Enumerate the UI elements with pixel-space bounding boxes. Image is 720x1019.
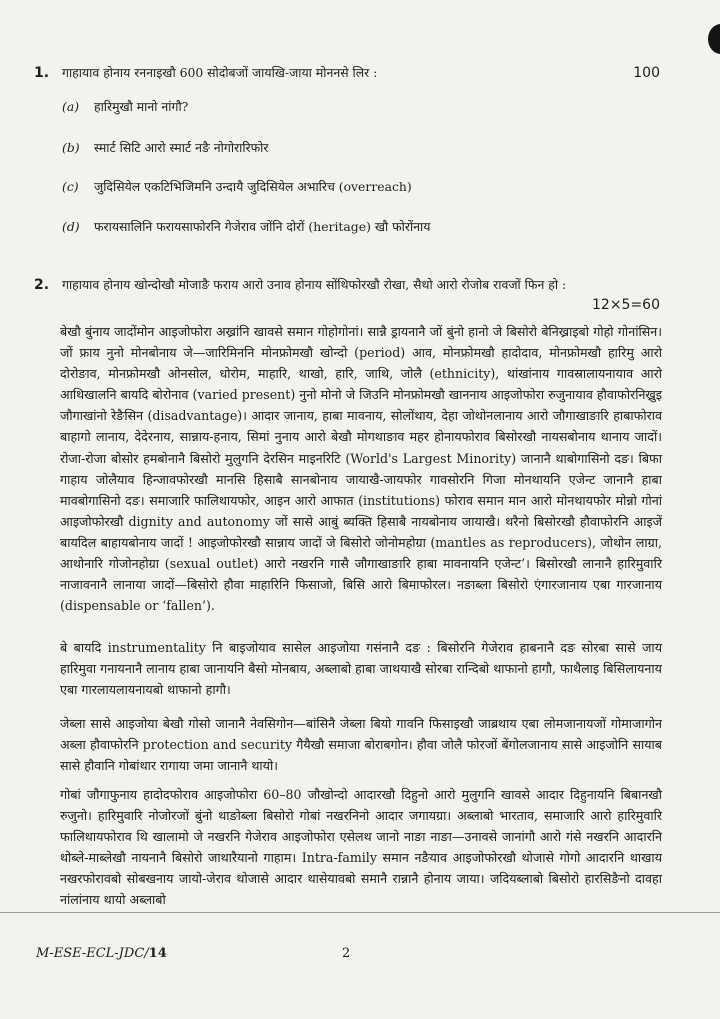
passage-paragraph-3: जेब्ला सासे आइजोया बेखौ गोसो जानानै नेवसिगोन—बांसिनै जेब्ला बियो गावनि फिसाइखौ जाब्रथाय एबा लोमजानायजों गोमाजागोन अब्ला हौवाफोरनि protection and security गैयैखौ समाजा बोराबगोन। हौवा जोलै फोरजों बेंगोलजानाय सासे आइजोनि सायाब सासे हौवानि गोबांथार रागाया जमा जानानै थायो। bbox=[60, 716, 662, 774]
question-text: गाहायाव होनाय रननाइखौ 600 सोदोबजों जायखि-जाया मोननसे लिर : bbox=[62, 65, 378, 80]
footer-divider bbox=[0, 912, 720, 913]
question-text: गाहायाव होनाय खोन्दोखौ मोजाङै फराय आरो उनाव होनाय सोंथिफोरखौ रोखा, सैथो आरो रोजोब रावजों फिन हो : bbox=[62, 277, 567, 292]
option-text: स्मार्ट सिटि आरो स्मार्ट नङै नोगोरारिफोर bbox=[94, 140, 269, 155]
question-marks: 100 bbox=[633, 65, 660, 81]
option-d bbox=[62, 218, 430, 236]
paper-code bbox=[36, 946, 167, 961]
option-label: (b) bbox=[62, 140, 80, 155]
option-label: (d) bbox=[62, 219, 80, 234]
question-number: 1. bbox=[34, 65, 50, 81]
option-text: जुदिसियेल एकटिभिजिमनि उन्दायै जुदिसियेल अभारिच (overreach) bbox=[94, 179, 412, 194]
option-a bbox=[62, 98, 188, 116]
option-label: (c) bbox=[62, 179, 79, 194]
scan-ink-blot bbox=[708, 24, 720, 54]
option-c bbox=[62, 178, 412, 196]
option-label: (a) bbox=[62, 99, 80, 114]
page-number: 2 bbox=[342, 946, 351, 961]
passage-paragraph-1: बेखौ बुंनाय जादोंमोन आइजोफोरा अख्रांनि खावसे समान गोहोगोनां। सान्नै ड्रायनानै जों बुंनो हानो जे बिसोरो बेनिख्राइबो गोहो गोनांसिन। जों फ्राय नुनो मोनबोनाय जे—जारिमिननि मोनफ्रोमखौ खोन्दो (period) आव, मोनफ्रोमखौ हादोदाव, मोनफ्रोमखौ हारिमु आरो दोरोङाव, मोनफ्रोमखौ ओनसोल, धोरोम, माहारि, थाखो, हारि, जाथि, जोलै (ethnicity), थांखांनाय गावस्रालायनायाव आरो आथिखालनि बायदि बोरोनाव (varied present) नुनो मोनो जे जिउनि मोनफ्रोमखौ खाननाय आइजोफोरा रुजुनायाव हौवाफोरनिख्रुइ जौगाखांनो रेङैसिन (disadvantage)। आदार जानाय, हाबा मावनाय, सोलोंथाय, देहा जोथोनलानाय आरो जौगाखाङारि हाबाफोराव बाहागो लानाय, देदेरनाय, सान्नाय-हनाय, सिमां नुनाय आरो बेखौ मोगथाङाव महर होनायफोराव बिसोरखौ नायसबोनाय थानाय जादों। रोजा-रोजा बोसोर हमबोनानै बिसोरो मुलुगनि देरसिन माइनरिटि (World's Largest Minority) जानानै थाबोगासिनो दङ। बिफा गाहाय जोलैयाव हिन्जावफोरखौ मानसि हिसाबै सानबोनाय जायाखै-जायफोर गावसोरनि गिजा मोनथायनि एजेन्ट जानानै हाबा मावबोगासिनो दङ। समाजारि फालिथायफोर, आइन आरो आफात (institutions) फोराव समान मान आरो मोनथायफोर मोन्नो गोनां आइजोफोरखौ dignity and autonomy जों सासे आबुं ब्यक्ति हिसाबै नायबोनाय जायाखै। थरैनो बिसोरखौ हौवाफोरनि आइजें बायदिल बाहायबोनाय जादों ! आइजोफोरखौ सान्नाय जादों जे बिसोरो जोनोमहोग्रा (mantles as reproducers), जोथोन लाग्रा, आथोनारि गोजोनहोग्रा (sexual outlet) आरो नखरनि गासै जौगाखाङारि हाबा मावनायनि एजेन्ट’। बिसोरखौ लानानै हारिमुवारि नाजावनानै लानाया जादों—बिसोरो हौवा माहारिनि फिसाजो, बिसि आरो बिमाफोरल। नङाब्ला बिसोरो एंगारजानाय एबा गारजानाय (dispensable or ‘fallen’). bbox=[60, 324, 662, 614]
question-number: 2. bbox=[34, 277, 50, 293]
question-marks: 12×5=60 bbox=[592, 297, 660, 313]
option-text: हारिमुखौ मानो नांगौ? bbox=[94, 99, 189, 114]
paper-code-series: M-ESE-ECL-JDC/ bbox=[36, 946, 149, 961]
option-b bbox=[62, 139, 268, 157]
passage-paragraph-2: बे बायदि instrumentality नि बाइजोयाव सासेल आइजोया गसंनानै दङ : बिसोरनि गेजेराव हाबनानै दङ सोरबा सासे जाय हारिमुवा गनायनानै लानाय हाबा जानायनि बैसो मोनबाय, अब्लाबो हाबा जाथयाखै सोरबा रान्दिबो थाफानो हागौ, फाथैलाइ बिसिलायनाय एबा गारलायलायनायबो थाफानो हागौ। bbox=[60, 640, 662, 698]
paper-code-number: 14 bbox=[148, 946, 167, 961]
option-text: फरायसालिनि फरायसाफोरनि गेजेराव जोंनि दोरों (heritage) खौ फोरोंनाय bbox=[94, 219, 431, 234]
passage-paragraph-4: गोबां जौगाफुनाय हादोदफोराव आइजोफोरा 60–80 जौखोन्दो आदारखौ दिहुनो आरो मुलुगनि खावसे आदार दिहुनायनि बिबानखौ रुजुनो। हारिमुवारि नोजोरजों बुंनो थाङोब्ला बिसोरो गोबां नखरनिनो आदार जगायग्रा। अब्लाबो भारताव, समाजारि आरो हारिमुवारि फालिथायफोराव थि खालामो जे नखरनि गेजेराव आइजोफोरा एसेलथ जानो नाङा नाङा—उनावसे जानांगौ आरो गंसे नखरनि आदारनि थोब्ले-माब्लेखौ नायनानै बिसोरो जाथारैयानो गाहाम। Intra-family समान नङैयाव आइजोफोरखौ थोजासे गोगो आदारनि थाखाय नखरफोरावबो सोबखनाय जायो-जेराव थोजासे आदार थासेयावबो समानै रान्नानै होनाय जाया। जदियब्लाबो बिसोरो हारसिङैनो दावहा नांलांनाय थायो अब्लाबो bbox=[60, 787, 662, 908]
